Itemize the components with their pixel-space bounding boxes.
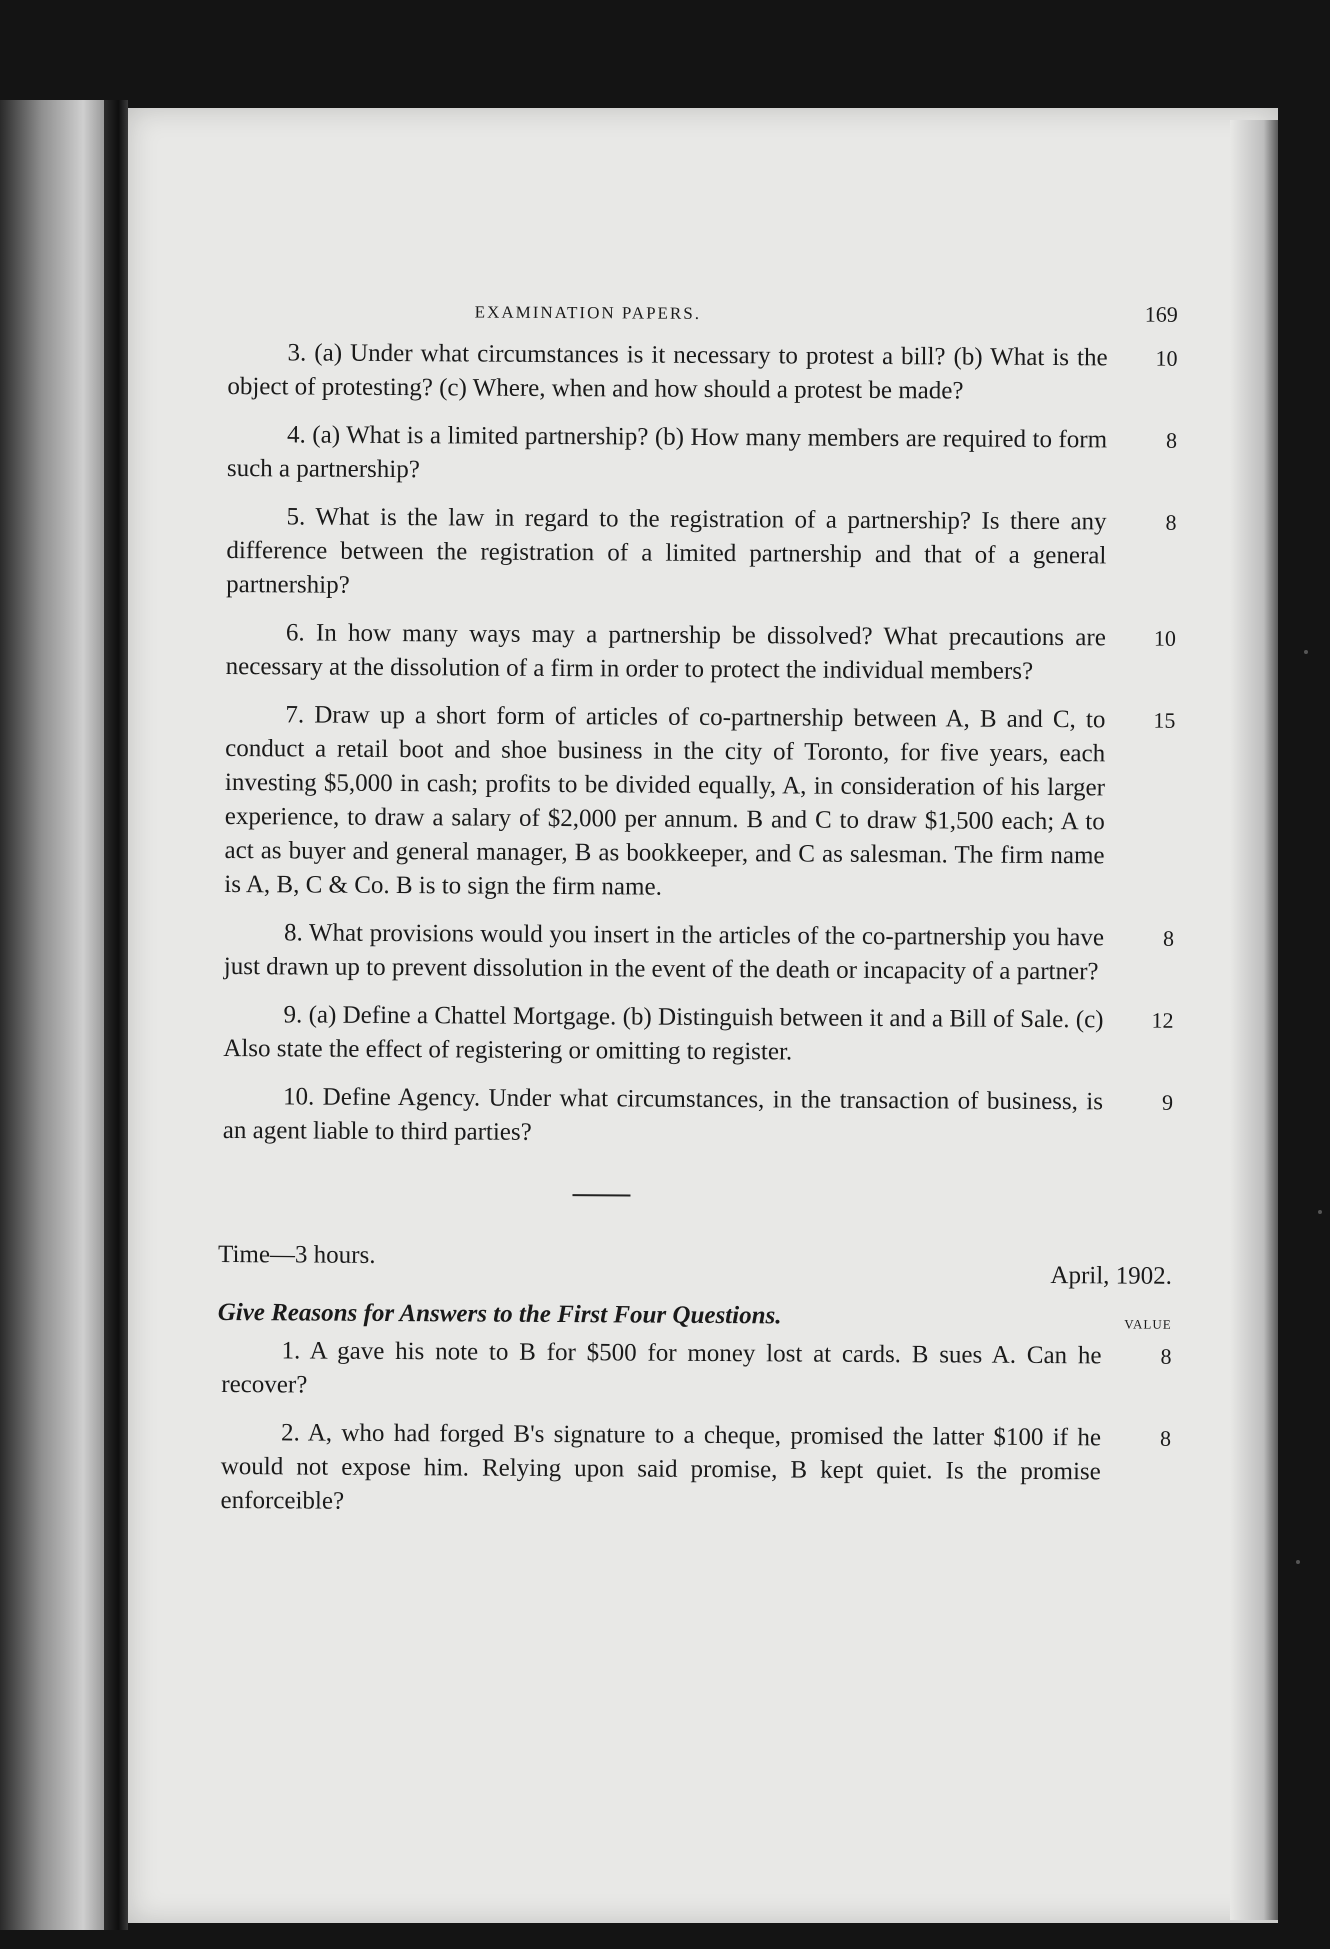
question-value: 10 [1153,625,1176,651]
question-value: 15 [1153,707,1176,733]
running-head: EXAMINATION PAPERS. [474,302,702,323]
paper-date: April, 1902. [1050,1262,1173,1290]
paper-info-row [218,1238,1173,1300]
question-text: 2. A, who had forged B's signature to a cheque, promised the latter $100 if he would not expose him. Relying upon said promise, B kept quiet. Is the promise enforceible? [220,1419,1102,1515]
question-value: 10 [1155,345,1178,371]
question-value: 8 [1160,1343,1172,1369]
question-value: 8 [1162,925,1175,951]
question-text: 5. What is the law in regard to the registration of a partnership? Is there any difference between the registration of a limited partnership and that of a general partnership? [226,503,1107,599]
book-page [128,108,1278,1923]
question-3 [227,336,1177,410]
question-value: 8 [1159,1425,1172,1451]
question-4 [227,418,1177,492]
question-9 [223,998,1173,1072]
question-text: 7. Draw up a short form of articles of co-partnership between A, B and C, to conduct a retail boot and shoe business in the city of Toronto, for five years, each investing $5,000 in cash; profits to be divided equally, A, in consideration of his larger experience, to draw a salary of $2,000 per annum. B and C to draw $1,500 each; A to act as buyer and general manager, B as bookkeeper, and C as salesman. The firm name is A, B, C & Co. B is to sign the firm name. [224,701,1106,901]
section-divider [572,1194,630,1196]
question-text: 10. Define Agency. Under what circumstances, in the transaction of business, is an agent liable to third parties? [222,1083,1104,1146]
scan-speck [1304,650,1308,654]
question-5 [226,500,1177,608]
question-value: 12 [1151,1007,1174,1033]
page-fore-edge [1230,120,1278,1920]
question-10 [223,1080,1173,1154]
question-6 [226,616,1176,690]
book-gutter [104,100,128,1930]
question-7 [224,698,1175,908]
question-1 [221,1334,1171,1408]
scan-speck [1318,1210,1322,1214]
facing-page-edge [0,100,104,1930]
time-allowed: Time—3 hours. [218,1240,376,1269]
question-text: 3. (a) Under what circumstances is it necessary to protest a bill? (b) What is the object of protesting? (c) Where, when and how should a protest be made? [227,339,1108,405]
question-2 [220,1416,1171,1524]
question-text: 1. A gave his note to B for $500 for money lost at cards. B sues A. Can he recover? [221,1337,1102,1399]
question-text: 6. In how many ways may a partnership be dissolved? What precautions are necessary at the dissolution of a firm in order to protect the individual members? [225,619,1106,685]
question-value: 8 [1165,509,1177,535]
question-text: 4. (a) What is a limited partnership? (b) How many members are required to form such a partnership? [226,421,1108,484]
question-value: 8 [1166,427,1178,453]
question-text: 9. (a) Define a Chattel Mortgage. (b) Distinguish between it and a Bill of Sale. (c) Also state the effect of registering or omitting to register. [223,1001,1104,1066]
question-8 [224,916,1174,990]
question-text: 8. What provisions would you insert in the articles of the co-partnership you have just drawn up to prevent dissolution in the event of the death or incapacity of a partner? [223,919,1105,986]
scan-speck [1296,1560,1300,1564]
page-content [217,288,1178,1538]
page-number: 169 [1144,301,1178,327]
question-value: 9 [1161,1089,1174,1115]
value-column-header: VALUE [1124,1316,1172,1332]
page-header [228,288,1178,334]
instruction-row [217,1294,1172,1336]
instruction-text: Give Reasons for Answers to the First Four Questions. [217,1298,782,1330]
